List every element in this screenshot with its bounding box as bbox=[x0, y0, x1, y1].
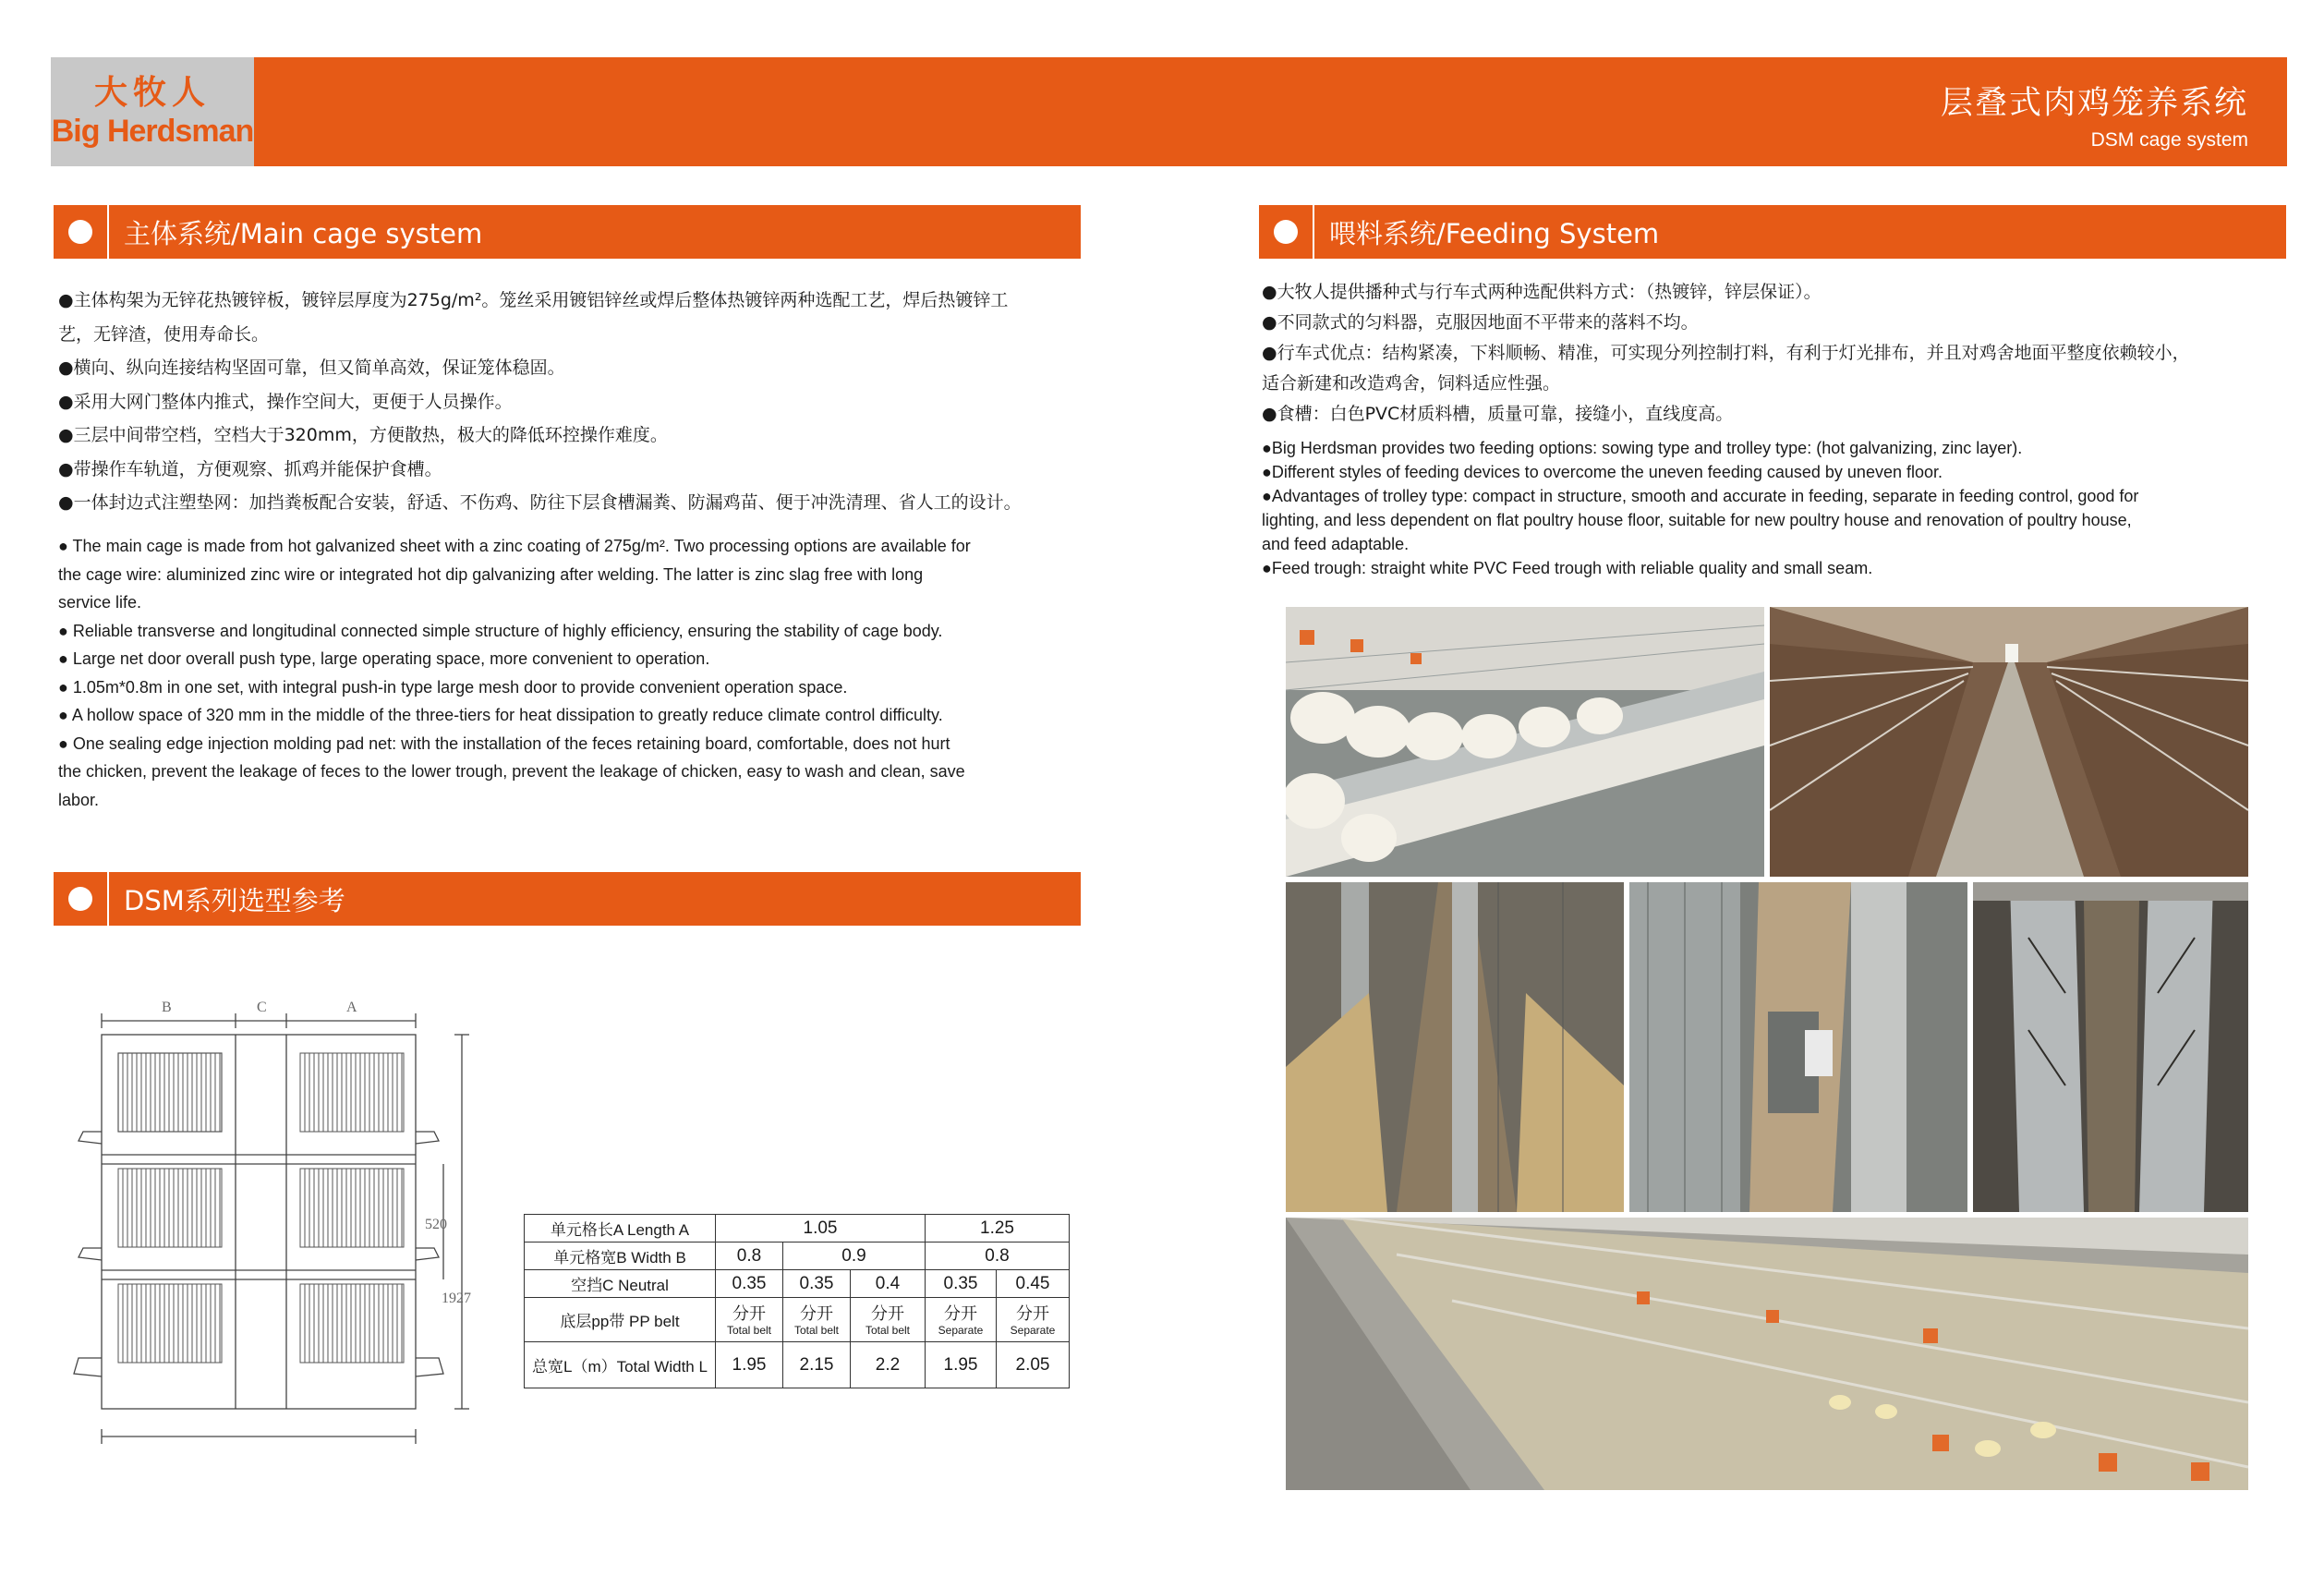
header-band bbox=[51, 57, 2287, 166]
broilers-feeding-trough-photo bbox=[1286, 607, 1764, 877]
list-item: service life. bbox=[58, 593, 142, 612]
list-item: ●横向、纵向连接结构坚固可靠，但又简单高效，保证笼体稳固。 bbox=[58, 358, 565, 378]
feeding-en-list bbox=[1262, 436, 2287, 580]
dim-label-h1: 520 bbox=[425, 1217, 447, 1232]
list-item: 艺，无锌渣，使用寿命长。 bbox=[58, 323, 270, 345]
main-cage-en-list bbox=[58, 532, 1111, 814]
table-cell: 1.05 bbox=[716, 1215, 926, 1243]
table-cell: 分开 Total belt bbox=[716, 1298, 783, 1342]
dim-label-a: A bbox=[346, 1000, 357, 1015]
dim-label-c: C bbox=[257, 1000, 267, 1015]
list-item: ●大牧人提供播种式与行车式两种选配供料方式：（热镀锌，锌层保证）。 bbox=[1262, 282, 1822, 302]
table-cell: 分开 Total belt bbox=[851, 1298, 926, 1342]
list-item: the chicken, prevent the leakage of feces to the lower trough, prevent the leakage of chicken, easy to wash and clean, save bbox=[58, 762, 965, 781]
list-item: ●一体封边式注塑垫网：加挡粪板配合安装，舒适、不伤鸡、防往下层食槽漏粪、防漏鸡苗、便于冲洗清理、省人工的设计。 bbox=[58, 492, 1022, 513]
brand-name-cn: 大牧人 bbox=[93, 74, 211, 112]
list-item: and feed adaptable. bbox=[1262, 535, 1410, 553]
list-item: ●带操作车轨道，方便观察、抓鸡并能保护食槽。 bbox=[58, 458, 442, 479]
table-row bbox=[525, 1298, 1070, 1342]
table-cell: 2.2 bbox=[851, 1342, 926, 1388]
table-cell: 0.35 bbox=[783, 1270, 851, 1298]
main-cage-cn-list bbox=[58, 284, 1093, 520]
table-cell: 0.8 bbox=[716, 1243, 783, 1270]
chick-cages-row-photo bbox=[1286, 1218, 2248, 1490]
list-item: ●Feed trough: straight white PVC Feed trough with reliable quality and small seam. bbox=[1262, 559, 1873, 577]
table-cell: 0.35 bbox=[716, 1270, 783, 1298]
brand-logo bbox=[51, 57, 254, 166]
cage-technical-drawing bbox=[65, 993, 490, 1455]
feeding-trolley-photo-2 bbox=[1629, 882, 1967, 1212]
table-cell: 分开 Separate bbox=[926, 1298, 997, 1342]
brand-name-en: Big Herdsman bbox=[51, 114, 254, 149]
bullet-dot-icon bbox=[54, 872, 109, 926]
list-item: ●采用大网门整体内推式，操作空间大，更便于人员操作。 bbox=[58, 391, 513, 412]
table-row-label: 总宽L（m）Total Width L bbox=[525, 1342, 716, 1388]
table-row-label: 单元格长A Length A bbox=[525, 1215, 716, 1243]
table-cell: 2.15 bbox=[783, 1342, 851, 1388]
feeding-cn-list bbox=[1262, 277, 2287, 430]
section-title-main-cage: 主体系统/Main cage system bbox=[124, 217, 483, 249]
table-row bbox=[525, 1243, 1070, 1270]
bullet-dot-icon bbox=[54, 205, 109, 259]
section-bar-feeding bbox=[1259, 205, 2286, 259]
section-title-selection: DSM系列选型参考 bbox=[124, 884, 345, 916]
bullet-dot-icon bbox=[1259, 205, 1314, 259]
header-title-en: DSM cage system bbox=[2090, 129, 2248, 151]
list-item: lighting, and less dependent on flat poultry house floor, suitable for new poultry house and renovation of poultry house, bbox=[1262, 511, 2132, 529]
list-item: the cage wire: aluminized zinc wire or integrated hot dip galvanizing after welding. The latter is zinc slag free with long bbox=[58, 564, 924, 584]
list-item: 适合新建和改造鸡舍，饲料适应性强。 bbox=[1262, 373, 1561, 394]
feeding-trolley-photo-1 bbox=[1286, 882, 1624, 1212]
table-row bbox=[525, 1342, 1070, 1388]
section-title-feeding: 喂料系统/Feeding System bbox=[1329, 217, 1660, 249]
poultry-house-aisle-photo bbox=[1770, 607, 2248, 877]
table-row bbox=[525, 1215, 1070, 1243]
list-item: ● The main cage is made from hot galvanized sheet with a zinc coating of 275g/m². Two processing options are available for bbox=[58, 537, 971, 555]
list-item: ●行车式优点：结构紧凑，下料顺畅、精准，可实现分列控制打料，有利于灯光排布，并且对鸡舍地面平整度依赖较小， bbox=[1262, 343, 2190, 363]
list-item: ● Reliable transverse and longitudinal connected simple structure of highly efficiency, ensuring the stability of cage body. bbox=[58, 621, 943, 640]
table-row-label: 单元格宽B Width B bbox=[525, 1243, 716, 1270]
table-cell: 0.9 bbox=[783, 1243, 926, 1270]
list-item: ●Big Herdsman provides two feeding options: sowing type and trolley type: (hot galvanizing, zinc layer). bbox=[1262, 439, 2023, 457]
dim-label-h2: 1927 bbox=[442, 1291, 471, 1306]
table-row-label: 底层pp带 PP belt bbox=[525, 1298, 716, 1342]
table-cell: 1.25 bbox=[926, 1215, 1070, 1243]
table-cell: 1.95 bbox=[716, 1342, 783, 1388]
section-bar-main-cage bbox=[54, 205, 1081, 259]
list-item: ●不同款式的匀料器，克服因地面不平带来的落料不均。 bbox=[1262, 312, 1699, 333]
list-item: ●Advantages of trolley type: compact in structure, smooth and accurate in feeding, separate in feeding control, good for bbox=[1262, 487, 2139, 505]
list-item: labor. bbox=[58, 790, 100, 809]
table-cell: 分开 Separate bbox=[997, 1298, 1070, 1342]
table-cell: 2.05 bbox=[997, 1342, 1070, 1388]
table-row-label: 空挡C Neutral bbox=[525, 1270, 716, 1298]
list-item: ● Large net door overall push type, large operating space, more convenient to operation. bbox=[58, 649, 710, 668]
spec-table bbox=[524, 1214, 1070, 1388]
feeding-trolley-photo-3 bbox=[1973, 882, 2248, 1212]
table-cell: 1.95 bbox=[926, 1342, 997, 1388]
table-cell: 0.45 bbox=[997, 1270, 1070, 1298]
table-cell: 0.8 bbox=[926, 1243, 1070, 1270]
list-item: ●Different styles of feeding devices to overcome the uneven feeding caused by uneven floor. bbox=[1262, 463, 1943, 481]
list-item: ●主体构架为无锌花热镀锌板，镀锌层厚度为275g/m²。笼丝采用镀铝锌丝或焊后整体热镀锌两种选配工艺，焊后热镀锌工 bbox=[58, 290, 1009, 310]
table-cell: 分开 Total belt bbox=[783, 1298, 851, 1342]
dim-label-b: B bbox=[162, 1000, 172, 1015]
section-bar-selection bbox=[54, 872, 1081, 926]
table-cell: 0.4 bbox=[851, 1270, 926, 1298]
table-cell: 0.35 bbox=[926, 1270, 997, 1298]
list-item: ● One sealing edge injection molding pad net: with the installation of the feces retaining board, comfortable, does not hurt bbox=[58, 733, 950, 753]
list-item: ● 1.05m*0.8m in one set, with integral push-in type large mesh door to provide convenient operation space. bbox=[58, 677, 848, 697]
list-item: ●食槽：白色PVC材质料槽，质量可靠，接缝小，直线度高。 bbox=[1262, 404, 1734, 424]
list-item: ● A hollow space of 320 mm in the middle of the three-tiers for heat dissipation to greatly reduce climate control difficulty. bbox=[58, 706, 943, 724]
table-row bbox=[525, 1270, 1070, 1298]
list-item: ●三层中间带空档，空档大于320mm，方便散热，极大的降低环控操作难度。 bbox=[58, 425, 668, 445]
header-title-cn: 层叠式肉鸡笼养系统 bbox=[1940, 85, 2248, 122]
